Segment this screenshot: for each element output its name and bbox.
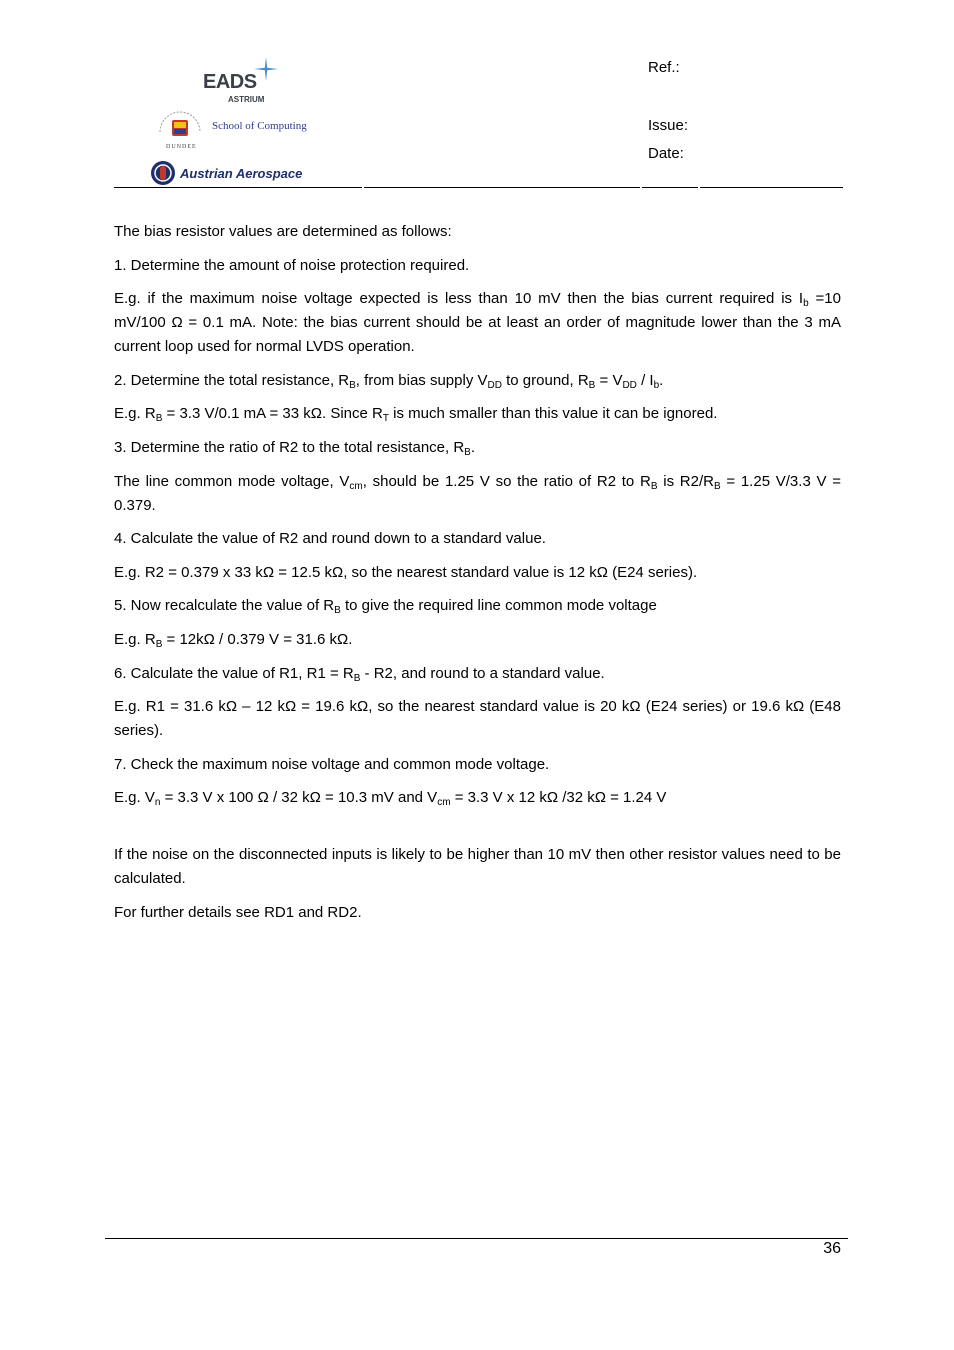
paragraph: The line common mode voltage, $V_{cm}$, should be 1.25 V so the ratio of R2 to $R_B$ is $R2/R_B = 1.25$ V/3.3 V = 0.379. [114,472,841,514]
paragraph: E.g. R2 = 0.379 x 33 kΩ = 12.5 kΩ, so the nearest standard value is 12 kΩ (E24 series). [114,563,698,581]
austrian-aerospace-text: Austrian Aerospace [180,166,303,181]
astrium-logo-text: ASTRIUM [228,95,265,104]
paragraph: E.g. R1 = 31.6 kΩ – 12 kΩ = 19.6 kΩ, so the nearest standard value is 20 kΩ (E24 series) or 19.6 kΩ (E48 series). [114,698,841,740]
paragraph: E.g. $R_B = 3.3$ V/0.1 mA = 33 kΩ. Since $R_T$ is much smaller than this value it can be ignored. [114,405,718,425]
step-4: 4. Calculate the value of R2 and round down to a standard value. [114,530,546,548]
dundee-text: DUNDEE [166,144,197,150]
school-of-computing-text: School of Computing [212,120,307,132]
eads-logo-text: EADS [203,71,257,93]
page-number: 36 [823,1240,841,1257]
document-body [114,220,841,934]
header-logos [148,52,348,188]
dundee-logo [148,110,338,152]
footer-divider [105,1238,848,1239]
paragraph: For further details see RD1 and RD2. [114,903,362,921]
austrian-aerospace-logo [150,160,340,188]
header-divider [114,187,362,188]
step-7: 7. Check the maximum noise voltage and common mode voltage. [114,755,550,773]
ref-label: Ref.: [648,59,680,76]
paragraph: E.g. $R_B = 12k\Omega / 0.379$ V = 31.6 kΩ. [114,630,353,650]
header-divider [364,187,640,188]
eads-astrium-logo [203,56,283,106]
step-3: 3. Determine the ratio of R2 to the total resistance, $R_B$. [114,438,476,458]
step-2: 2. Determine the total resistance, $R_B$, from bias supply $V_{DD}$ to ground, $R_B = V_{DD} / I_b$. [114,371,664,391]
header-divider [700,187,843,188]
spacer [114,820,841,843]
austrian-aerospace-emblem-icon [150,160,176,186]
step-6: 6. Calculate the value of R1, $R1 = R_B - R2$, and round to a standard value. [114,664,605,684]
paragraph: If the noise on the disconnected inputs is likely to be higher than 10 mV then other resistor values need to be calculated. [114,845,841,887]
step-5: 5. Now recalculate the value of $R_B$ to give the required line common mode voltage [114,597,657,617]
header-divider [642,187,698,188]
step-1: 1. Determine the amount of noise protection required. [114,256,470,274]
issue-label: Issue: [648,117,689,134]
paragraph: E.g. $V_n = 3.3$ V x 100 Ω / 32 kΩ = 10.3 mV and $V_{cm} = 3.3$ V x 12 kΩ /32 kΩ = 1.24 V [114,789,667,809]
paragraph: E.g. if the maximum noise voltage expected is less than 10 mV then the bias current required is $I_b =10$ mV/100 Ω = 0.1 mA. Note: the bias current should be at least an order of magnitude lower than the 3 mA current loop used for normal LVDS operation. [114,290,841,356]
paragraph: The bias resistor values are determined as follows: [114,223,452,240]
date-label: Date: [648,145,684,162]
